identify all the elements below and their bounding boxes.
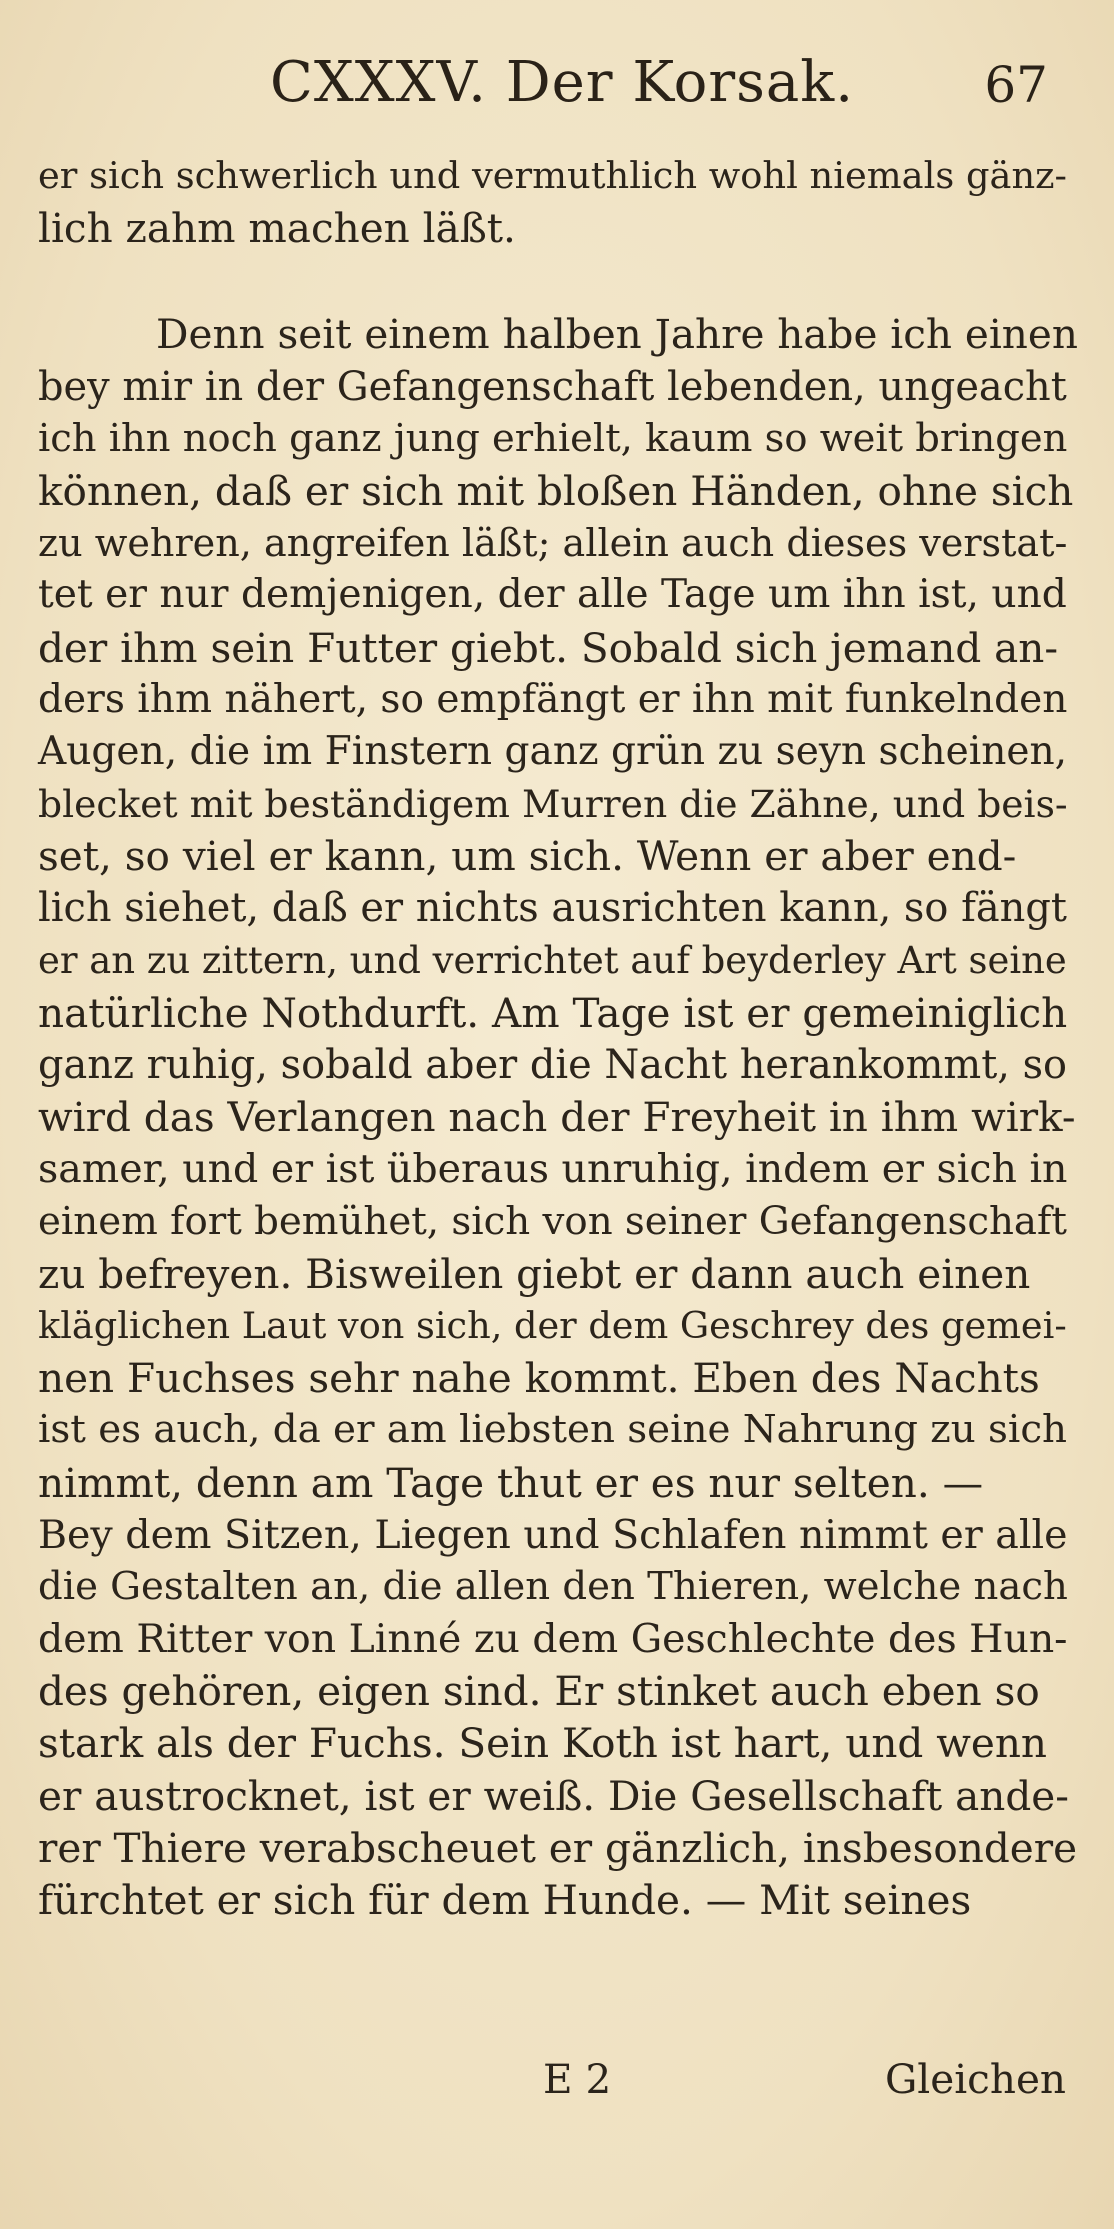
text-line: lich zahm machen läßt. [38, 204, 516, 253]
text-line: der ihm sein Futter giebt. Sobald sich jemand an- [38, 623, 1059, 672]
signature-mark: E 2 [543, 2055, 612, 2103]
text-line: ganz ruhig, sobald aber die Nacht herankommt, so [38, 1042, 1068, 1088]
catchword: Gleichen [884, 2055, 1066, 2103]
text-line: stark als der Fuchs. Sein Koth ist hart, und wenn [38, 1719, 1048, 1768]
text-line: tet er nur demjenigen, der alle Tage um ihn ist, und [38, 572, 1067, 618]
text-line: wird das Verlangen nach der Freyheit in ihm wirk- [38, 1093, 1076, 1142]
text-line: des gehören, eigen sind. Er stinket auch eben so [38, 1667, 1040, 1716]
text-line: er austrocknet, ist er weiß. Die Gesellschaft ande- [38, 1771, 1069, 1820]
text-line: fürchtet er sich für dem Hunde. — Mit seines [38, 1876, 972, 1924]
text-line: samer, und er ist überaus unruhig, indem er sich in [38, 1146, 1068, 1193]
text-line: lich siehet, daß er nichts ausrichten kann, so fängt [38, 885, 1067, 932]
text-line: dem Ritter von Linné zu dem Geschlechte des Hun- [38, 1616, 1068, 1663]
text-line: rer Thiere verabscheuet er gänzlich, insbesondere [38, 1823, 1078, 1872]
text-line: set, so viel er kann, um sich. Wenn er aber end- [38, 832, 1017, 881]
text-line: nimmt, denn am Tage thut er es nur selten. — [38, 1458, 984, 1507]
text-line: einem fort bemühet, sich von seiner Gefangenschaft [38, 1198, 1067, 1244]
text-line: blecket mit beständigem Murren die Zähne, und beis- [38, 782, 1068, 827]
text-line: er sich schwerlich und vermuthlich wohl niemals gänz- [38, 154, 1067, 197]
running-title: CXXXV. Der Korsak. [270, 50, 854, 115]
body-text [38, 150, 1078, 1926]
text-line: zu wehren, angreifen läßt; allein auch dieses verstat- [38, 521, 1068, 566]
text-line: können, daß er sich mit bloßen Händen, ohne sich [38, 466, 1074, 515]
text-line: die Gestalten an, die allen den Thieren, welche nach [38, 1563, 1068, 1609]
page-footer [38, 2055, 1078, 2115]
text-line: er an zu zittern, und verrichtet auf beyderley Art seine [38, 938, 1067, 982]
text-line: ders ihm nähert, so empfängt er ihn mit funkelnden [38, 676, 1068, 722]
text-line: Augen, die im Finstern ganz grün zu seyn scheinen, [38, 728, 1068, 774]
text-line: nen Fuchses sehr nahe kommt. Eben des Nachts [38, 1354, 1040, 1403]
text-line: Denn seit einem halben Jahre habe ich einen [156, 310, 1078, 359]
text-line: ist es auch, da er am liebsten seine Nahrung zu sich [38, 1407, 1067, 1453]
page-number: 67 [984, 56, 1048, 114]
text-line: natürliche Nothdurft. Am Tage ist er gemeiniglich [38, 988, 1068, 1037]
text-line: bey mir in der Gefangenschaft lebenden, ungeacht [38, 363, 1067, 410]
text-line: kläglichen Laut von sich, der dem Geschrey des gemei- [38, 1303, 1067, 1347]
page-header [270, 50, 1070, 130]
text-line: ich ihn noch ganz jung erhielt, kaum so weit bringen [38, 415, 1068, 461]
text-line: zu befreyen. Bisweilen giebt er dann auch einen [38, 1249, 1031, 1298]
text-line: Bey dem Sitzen, Liegen und Schlafen nimmt er alle [38, 1511, 1068, 1558]
